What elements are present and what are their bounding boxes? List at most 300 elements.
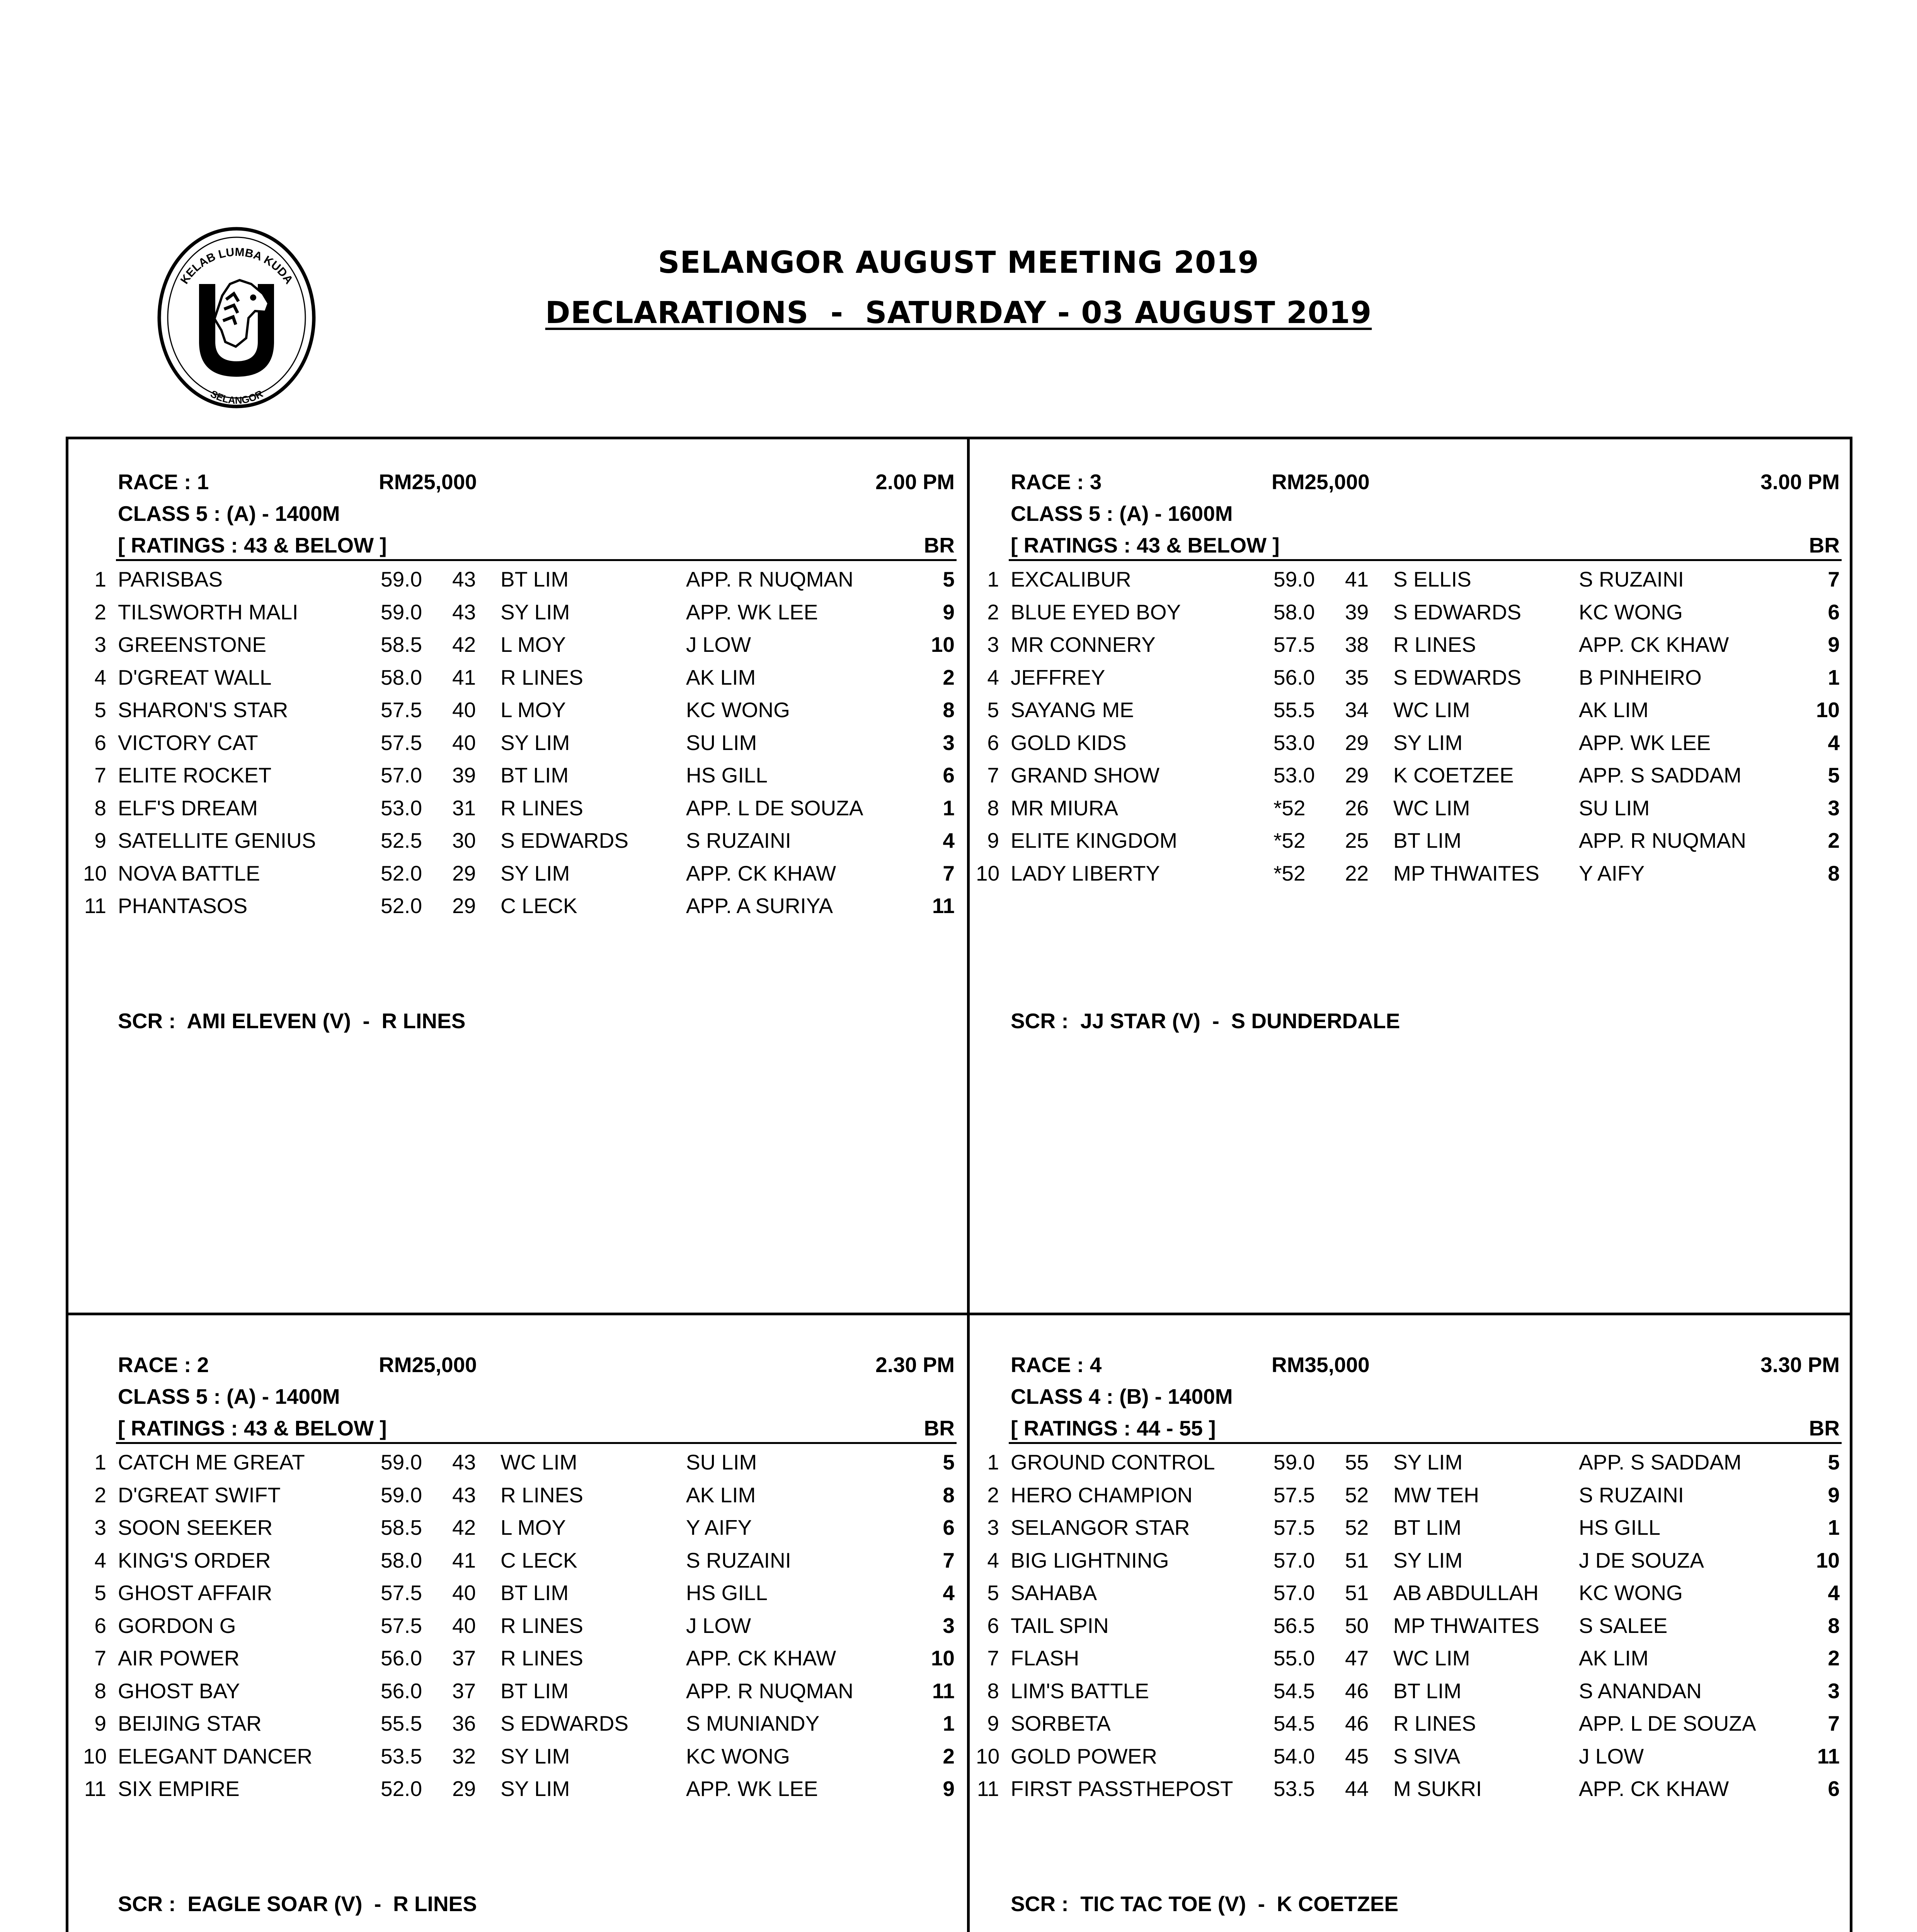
runner-weight: *52 bbox=[1273, 828, 1306, 852]
runner-row bbox=[978, 828, 1844, 861]
runner-row bbox=[85, 1580, 958, 1613]
barrier: 5 bbox=[943, 1450, 955, 1474]
barrier: 3 bbox=[1828, 1679, 1840, 1703]
barrier: 1 bbox=[1828, 665, 1840, 689]
runner-number: 10 bbox=[83, 1744, 107, 1768]
jockey-name: AK LIM bbox=[1579, 1646, 1649, 1670]
runner-weight: 53.0 bbox=[381, 796, 422, 820]
runner-weight: 57.5 bbox=[381, 730, 422, 755]
trainer-name: MW TEH bbox=[1393, 1483, 1479, 1507]
runner-weight: 55.5 bbox=[381, 1711, 422, 1735]
race-ratings: [ RATINGS : 43 & BELOW ] bbox=[1011, 533, 1280, 557]
runner-row bbox=[85, 1776, 958, 1809]
barrier: 3 bbox=[943, 730, 955, 755]
runner-rating: 45 bbox=[1345, 1744, 1369, 1768]
horizontal-divider bbox=[66, 1313, 1852, 1315]
jockey-name: AK LIM bbox=[686, 1483, 756, 1507]
jockey-name: J LOW bbox=[686, 633, 751, 656]
barrier: 3 bbox=[943, 1613, 955, 1638]
runner-weight: 55.0 bbox=[1273, 1646, 1315, 1670]
trainer-name: SY LIM bbox=[1393, 1450, 1463, 1474]
runner-weight: 57.0 bbox=[381, 763, 422, 787]
runner-number: 9 bbox=[987, 828, 999, 852]
runner-weight: 59.0 bbox=[381, 1450, 422, 1474]
runner-number: 6 bbox=[94, 730, 106, 755]
horse-name: GROUND CONTROL bbox=[1011, 1450, 1215, 1474]
runner-weight: 58.0 bbox=[381, 665, 422, 689]
runner-rating: 52 bbox=[1345, 1483, 1369, 1507]
race-panel bbox=[85, 1352, 958, 1932]
jockey-name: KC WONG bbox=[1579, 1581, 1683, 1605]
jockey-name: J LOW bbox=[686, 1613, 751, 1638]
runner-number: 1 bbox=[987, 567, 999, 591]
horse-name: NOVA BATTLE bbox=[118, 861, 260, 885]
race-ratings: [ RATINGS : 43 & BELOW ] bbox=[118, 533, 387, 557]
trainer-name: BT LIM bbox=[1393, 828, 1462, 852]
horse-name: ELF'S DREAM bbox=[118, 796, 258, 820]
runner-number: 2 bbox=[987, 1483, 999, 1507]
runner-rating: 41 bbox=[452, 665, 476, 689]
race-number: RACE : 3 bbox=[1011, 470, 1102, 494]
runner-weight: 54.0 bbox=[1273, 1744, 1315, 1768]
barrier: 8 bbox=[943, 1483, 955, 1507]
horse-name: PHANTASOS bbox=[118, 894, 248, 918]
jockey-name: B PINHEIRO bbox=[1579, 665, 1702, 689]
barrier: 6 bbox=[943, 1515, 955, 1539]
barrier: 2 bbox=[943, 665, 955, 689]
jockey-name: APP. CK KHAW bbox=[686, 1646, 836, 1670]
barrier: 7 bbox=[1828, 1711, 1840, 1735]
horse-name: TAIL SPIN bbox=[1011, 1613, 1109, 1638]
race-class: CLASS 4 : (B) - 1400M bbox=[1011, 1384, 1233, 1408]
runner-number: 1 bbox=[987, 1450, 999, 1474]
runner-row bbox=[85, 1450, 958, 1482]
barrier: 5 bbox=[943, 567, 955, 591]
runner-row bbox=[978, 1450, 1844, 1482]
barrier: 5 bbox=[1828, 1450, 1840, 1474]
barrier: 8 bbox=[1828, 861, 1840, 885]
runner-rating: 29 bbox=[1345, 730, 1369, 755]
jockey-name: AK LIM bbox=[1579, 698, 1649, 722]
runner-rating: 42 bbox=[452, 1515, 476, 1539]
barrier: 9 bbox=[943, 600, 955, 624]
runner-rating: 29 bbox=[452, 1777, 476, 1801]
horse-name: MR CONNERY bbox=[1011, 633, 1156, 656]
horse-name: ELITE ROCKET bbox=[118, 763, 272, 787]
trainer-name: WC LIM bbox=[501, 1450, 577, 1474]
horse-name: GHOST AFFAIR bbox=[118, 1581, 272, 1605]
runner-rating: 37 bbox=[452, 1646, 476, 1670]
runner-row bbox=[85, 600, 958, 632]
horse-name: GORDON G bbox=[118, 1613, 236, 1638]
runner-weight: 57.5 bbox=[381, 698, 422, 722]
runner-weight: 58.0 bbox=[381, 1548, 422, 1572]
trainer-name: C LECK bbox=[501, 1548, 577, 1572]
horse-name: GRAND SHOW bbox=[1011, 763, 1159, 787]
horse-name: AIR POWER bbox=[118, 1646, 240, 1670]
page-subtitle: DECLARATIONS - SATURDAY - 03 AUGUST 2019 bbox=[545, 296, 1372, 330]
runner-row bbox=[85, 730, 958, 763]
runner-row bbox=[978, 763, 1844, 795]
logo-text-bottom: SELANGOR bbox=[208, 388, 265, 406]
horse-name: ELEGANT DANCER bbox=[118, 1744, 313, 1768]
br-header: BR bbox=[1809, 1416, 1840, 1440]
jockey-name: Y AIFY bbox=[1579, 861, 1645, 885]
trainer-name: BT LIM bbox=[1393, 1515, 1462, 1539]
jockey-name: S ANANDAN bbox=[1579, 1679, 1702, 1703]
jockey-name: APP. S SADDAM bbox=[1579, 1450, 1742, 1474]
barrier: 4 bbox=[943, 828, 955, 852]
br-header: BR bbox=[924, 1416, 955, 1440]
runner-number: 4 bbox=[987, 665, 999, 689]
barrier: 7 bbox=[1828, 567, 1840, 591]
trainer-name: SY LIM bbox=[501, 600, 570, 624]
barrier: 4 bbox=[943, 1581, 955, 1605]
runner-row bbox=[978, 1580, 1844, 1613]
race-panel bbox=[85, 469, 958, 1300]
runner-rating: 39 bbox=[1345, 600, 1369, 624]
horse-name: SORBETA bbox=[1011, 1711, 1111, 1735]
barrier: 9 bbox=[943, 1777, 955, 1801]
runner-weight: 59.0 bbox=[1273, 567, 1315, 591]
runner-row bbox=[85, 893, 958, 926]
race-number: RACE : 2 bbox=[118, 1353, 209, 1377]
runner-rating: 22 bbox=[1345, 861, 1369, 885]
runner-row bbox=[85, 1613, 958, 1646]
jockey-name: APP. R NUQMAN bbox=[1579, 828, 1746, 852]
runner-weight: 55.5 bbox=[1273, 698, 1315, 722]
runner-row bbox=[85, 828, 958, 861]
runner-weight: 56.0 bbox=[381, 1646, 422, 1670]
runner-weight: 56.0 bbox=[381, 1679, 422, 1703]
horse-name: LADY LIBERTY bbox=[1011, 861, 1160, 885]
runner-rating: 32 bbox=[452, 1744, 476, 1768]
vertical-divider bbox=[967, 437, 970, 1932]
runner-number: 5 bbox=[94, 1581, 106, 1605]
jockey-name: SU LIM bbox=[1579, 796, 1650, 820]
runner-row bbox=[85, 1548, 958, 1580]
runner-rating: 50 bbox=[1345, 1613, 1369, 1638]
trainer-name: SY LIM bbox=[501, 730, 570, 755]
horse-name: KING'S ORDER bbox=[118, 1548, 271, 1572]
trainer-name: SY LIM bbox=[1393, 730, 1463, 755]
scratching-note: SCR : JJ STAR (V) - S DUNDERDALE bbox=[1011, 1009, 1400, 1033]
runner-weight: 59.0 bbox=[1273, 1450, 1315, 1474]
barrier: 7 bbox=[943, 1548, 955, 1572]
runner-weight: 59.0 bbox=[381, 567, 422, 591]
barrier: 10 bbox=[931, 1646, 955, 1670]
runner-rating: 40 bbox=[452, 1613, 476, 1638]
trainer-name: SY LIM bbox=[501, 861, 570, 885]
barrier: 10 bbox=[1816, 698, 1840, 722]
jockey-name: KC WONG bbox=[1579, 600, 1683, 624]
runner-rating: 37 bbox=[452, 1679, 476, 1703]
runner-row bbox=[978, 1711, 1844, 1743]
trainer-name: BT LIM bbox=[501, 1581, 569, 1605]
runner-row bbox=[978, 1515, 1844, 1548]
runner-rating: 43 bbox=[452, 567, 476, 591]
barrier: 3 bbox=[1828, 796, 1840, 820]
horse-name: GOLD KIDS bbox=[1011, 730, 1127, 755]
runner-row bbox=[978, 1679, 1844, 1711]
runner-rating: 40 bbox=[452, 730, 476, 755]
runner-weight: 58.5 bbox=[381, 1515, 422, 1539]
runner-rating: 31 bbox=[452, 796, 476, 820]
race-panel bbox=[978, 1352, 1844, 1932]
race-number: RACE : 1 bbox=[118, 470, 209, 494]
runner-number: 8 bbox=[94, 1679, 106, 1703]
jockey-name: HS GILL bbox=[686, 1581, 768, 1605]
runner-rating: 34 bbox=[1345, 698, 1369, 722]
jockey-name: APP. S SADDAM bbox=[1579, 763, 1742, 787]
runner-weight: 58.0 bbox=[1273, 600, 1315, 624]
runner-row bbox=[978, 632, 1844, 665]
jockey-name: HS GILL bbox=[1579, 1515, 1660, 1539]
barrier: 2 bbox=[1828, 1646, 1840, 1670]
runner-row bbox=[978, 1744, 1844, 1776]
barrier: 9 bbox=[1828, 1483, 1840, 1507]
barrier: 8 bbox=[1828, 1613, 1840, 1638]
race-time: 3.00 PM bbox=[1760, 470, 1840, 494]
runner-rating: 41 bbox=[1345, 567, 1369, 591]
runner-row bbox=[85, 763, 958, 795]
runner-number: 11 bbox=[84, 1777, 106, 1801]
trainer-name: SY LIM bbox=[501, 1744, 570, 1768]
runner-rating: 29 bbox=[1345, 763, 1369, 787]
horse-name: GREENSTONE bbox=[118, 633, 267, 656]
trainer-name: R LINES bbox=[501, 796, 583, 820]
header-rule bbox=[116, 559, 957, 561]
runner-row bbox=[85, 567, 958, 599]
header-rule bbox=[1009, 1442, 1842, 1444]
jockey-name: APP. WK LEE bbox=[686, 600, 818, 624]
runner-number: 6 bbox=[987, 730, 999, 755]
horse-name: EXCALIBUR bbox=[1011, 567, 1131, 591]
barrier: 11 bbox=[932, 894, 955, 918]
barrier: 7 bbox=[943, 861, 955, 885]
jockey-name: APP. R NUQMAN bbox=[686, 1679, 853, 1703]
runner-number: 3 bbox=[987, 1515, 999, 1539]
runner-rating: 46 bbox=[1345, 1679, 1369, 1703]
runner-weight: 54.5 bbox=[1273, 1711, 1315, 1735]
trainer-name: S EDWARDS bbox=[1393, 665, 1522, 689]
jockey-name: S RUZAINI bbox=[1579, 567, 1684, 591]
jockey-name: AK LIM bbox=[686, 665, 756, 689]
horse-name: BLUE EYED BOY bbox=[1011, 600, 1181, 624]
runner-row bbox=[85, 1679, 958, 1711]
barrier: 4 bbox=[1828, 730, 1840, 755]
horse-name: VICTORY CAT bbox=[118, 730, 258, 755]
runner-number: 10 bbox=[976, 1744, 1000, 1768]
horse-name: MR MIURA bbox=[1011, 796, 1119, 820]
runner-row bbox=[85, 697, 958, 730]
runner-weight: 52.0 bbox=[381, 894, 422, 918]
horse-name: FLASH bbox=[1011, 1646, 1079, 1670]
barrier: 6 bbox=[943, 763, 955, 787]
runner-rating: 52 bbox=[1345, 1515, 1369, 1539]
runner-weight: 58.5 bbox=[381, 633, 422, 656]
runner-rating: 39 bbox=[452, 763, 476, 787]
runner-rating: 40 bbox=[452, 1581, 476, 1605]
trainer-name: S EDWARDS bbox=[501, 1711, 629, 1735]
runner-number: 10 bbox=[976, 861, 1000, 885]
runner-weight: 52.0 bbox=[381, 1777, 422, 1801]
runner-weight: 56.5 bbox=[1273, 1613, 1315, 1638]
runner-number: 8 bbox=[987, 796, 999, 820]
runner-row bbox=[85, 796, 958, 828]
runner-row bbox=[978, 697, 1844, 730]
barrier: 8 bbox=[943, 698, 955, 722]
race-time: 2.30 PM bbox=[875, 1353, 955, 1377]
trainer-name: R LINES bbox=[1393, 1711, 1476, 1735]
jockey-name: SU LIM bbox=[686, 1450, 757, 1474]
runner-number: 6 bbox=[94, 1613, 106, 1638]
jockey-name: S RUZAINI bbox=[686, 1548, 791, 1572]
header-rule bbox=[1009, 559, 1842, 561]
race-time: 2.00 PM bbox=[875, 470, 955, 494]
runner-weight: 53.0 bbox=[1273, 763, 1315, 787]
runner-weight: *52 bbox=[1273, 861, 1306, 885]
barrier: 2 bbox=[943, 1744, 955, 1768]
runner-row bbox=[85, 665, 958, 697]
jockey-name: KC WONG bbox=[686, 698, 790, 722]
trainer-name: R LINES bbox=[501, 1646, 583, 1670]
jockey-name: S MUNIANDY bbox=[686, 1711, 820, 1735]
jockey-name: APP. L DE SOUZA bbox=[1579, 1711, 1756, 1735]
runner-weight: *52 bbox=[1273, 796, 1306, 820]
jockey-name: APP. WK LEE bbox=[686, 1777, 818, 1801]
runner-number: 6 bbox=[987, 1613, 999, 1638]
trainer-name: BT LIM bbox=[501, 1679, 569, 1703]
race-prize: RM35,000 bbox=[1272, 1353, 1370, 1377]
horse-name: FIRST PASSTHEPOST bbox=[1011, 1777, 1233, 1801]
runner-rating: 29 bbox=[452, 861, 476, 885]
runner-rating: 55 bbox=[1345, 1450, 1369, 1474]
race-prize: RM25,000 bbox=[379, 470, 477, 494]
runner-rating: 29 bbox=[452, 894, 476, 918]
runner-rating: 44 bbox=[1345, 1777, 1369, 1801]
trainer-name: MP THWAITES bbox=[1393, 1613, 1539, 1638]
runner-number: 10 bbox=[83, 861, 107, 885]
horse-name: D'GREAT WALL bbox=[118, 665, 272, 689]
br-header: BR bbox=[1809, 533, 1840, 557]
trainer-name: R LINES bbox=[1393, 633, 1476, 656]
runner-row bbox=[85, 1711, 958, 1743]
jockey-name: APP. CK KHAW bbox=[1579, 633, 1729, 656]
barrier: 1 bbox=[943, 796, 955, 820]
jockey-name: APP. CK KHAW bbox=[1579, 1777, 1729, 1801]
barrier: 1 bbox=[943, 1711, 955, 1735]
runner-number: 4 bbox=[94, 665, 106, 689]
jockey-name: S RUZAINI bbox=[1579, 1483, 1684, 1507]
runner-rating: 43 bbox=[452, 1450, 476, 1474]
runner-number: 7 bbox=[94, 1646, 106, 1670]
runner-row bbox=[978, 861, 1844, 893]
jockey-name: S RUZAINI bbox=[686, 828, 791, 852]
br-header: BR bbox=[924, 533, 955, 557]
trainer-name: R LINES bbox=[501, 1613, 583, 1638]
barrier: 11 bbox=[932, 1679, 955, 1703]
runner-weight: 59.0 bbox=[381, 1483, 422, 1507]
runner-rating: 35 bbox=[1345, 665, 1369, 689]
race-ratings: [ RATINGS : 44 - 55 ] bbox=[1011, 1416, 1216, 1440]
runner-number: 1 bbox=[94, 567, 106, 591]
runner-row bbox=[85, 861, 958, 893]
trainer-name: S EDWARDS bbox=[1393, 600, 1522, 624]
trainer-name: WC LIM bbox=[1393, 796, 1470, 820]
runner-weight: 53.5 bbox=[1273, 1777, 1315, 1801]
barrier: 4 bbox=[1828, 1581, 1840, 1605]
runner-rating: 25 bbox=[1345, 828, 1369, 852]
runner-number: 2 bbox=[94, 600, 106, 624]
horse-name: HERO CHAMPION bbox=[1011, 1483, 1193, 1507]
horse-name: PARISBAS bbox=[118, 567, 223, 591]
runner-row bbox=[978, 567, 1844, 599]
runner-row bbox=[978, 600, 1844, 632]
horse-name: TILSWORTH MALI bbox=[118, 600, 298, 624]
runner-weight: 53.0 bbox=[1273, 730, 1315, 755]
trainer-name: BT LIM bbox=[501, 763, 569, 787]
runner-row bbox=[85, 1646, 958, 1678]
runner-weight: 57.5 bbox=[381, 1581, 422, 1605]
trainer-name: BT LIM bbox=[501, 567, 569, 591]
barrier: 2 bbox=[1828, 828, 1840, 852]
runner-number: 5 bbox=[987, 1581, 999, 1605]
runner-weight: 52.0 bbox=[381, 861, 422, 885]
trainer-name: MP THWAITES bbox=[1393, 861, 1539, 885]
runner-rating: 38 bbox=[1345, 633, 1369, 656]
jockey-name: KC WONG bbox=[686, 1744, 790, 1768]
trainer-name: WC LIM bbox=[1393, 1646, 1470, 1670]
runner-number: 3 bbox=[94, 633, 106, 656]
trainer-name: S SIVA bbox=[1393, 1744, 1461, 1768]
barrier: 5 bbox=[1828, 763, 1840, 787]
barrier: 9 bbox=[1828, 633, 1840, 656]
runner-rating: 46 bbox=[1345, 1711, 1369, 1735]
runner-rating: 43 bbox=[452, 600, 476, 624]
runner-number: 8 bbox=[987, 1679, 999, 1703]
trainer-name: SY LIM bbox=[1393, 1548, 1463, 1572]
runner-number: 4 bbox=[94, 1548, 106, 1572]
jockey-name: Y AIFY bbox=[686, 1515, 752, 1539]
horse-name: SATELLITE GENIUS bbox=[118, 828, 316, 852]
logo-text-top: KELAB LUMBA KUDA bbox=[178, 245, 296, 286]
trainer-name: S ELLIS bbox=[1393, 567, 1471, 591]
jockey-name: HS GILL bbox=[686, 763, 768, 787]
runner-weight: 57.5 bbox=[1273, 1483, 1315, 1507]
runner-rating: 26 bbox=[1345, 796, 1369, 820]
horse-name: SAHABA bbox=[1011, 1581, 1097, 1605]
runner-number: 9 bbox=[94, 828, 106, 852]
trainer-name: WC LIM bbox=[1393, 698, 1470, 722]
horse-name: SAYANG ME bbox=[1011, 698, 1134, 722]
runner-row bbox=[978, 1548, 1844, 1580]
jockey-name: J DE SOUZA bbox=[1579, 1548, 1704, 1572]
header-rule bbox=[116, 1442, 957, 1444]
runner-row bbox=[978, 665, 1844, 697]
runner-number: 7 bbox=[987, 1646, 999, 1670]
trainer-name: M SUKRI bbox=[1393, 1777, 1482, 1801]
runner-row bbox=[978, 1776, 1844, 1809]
horse-name: BEIJING STAR bbox=[118, 1711, 262, 1735]
horse-name: JEFFREY bbox=[1011, 665, 1105, 689]
trainer-name: S EDWARDS bbox=[501, 828, 629, 852]
runner-number: 1 bbox=[94, 1450, 106, 1474]
jockey-name: APP. CK KHAW bbox=[686, 861, 836, 885]
jockey-name: APP. A SURIYA bbox=[686, 894, 833, 918]
runner-row bbox=[85, 1483, 958, 1515]
scratching-note: SCR : TIC TAC TOE (V) - K COETZEE bbox=[1011, 1892, 1399, 1916]
